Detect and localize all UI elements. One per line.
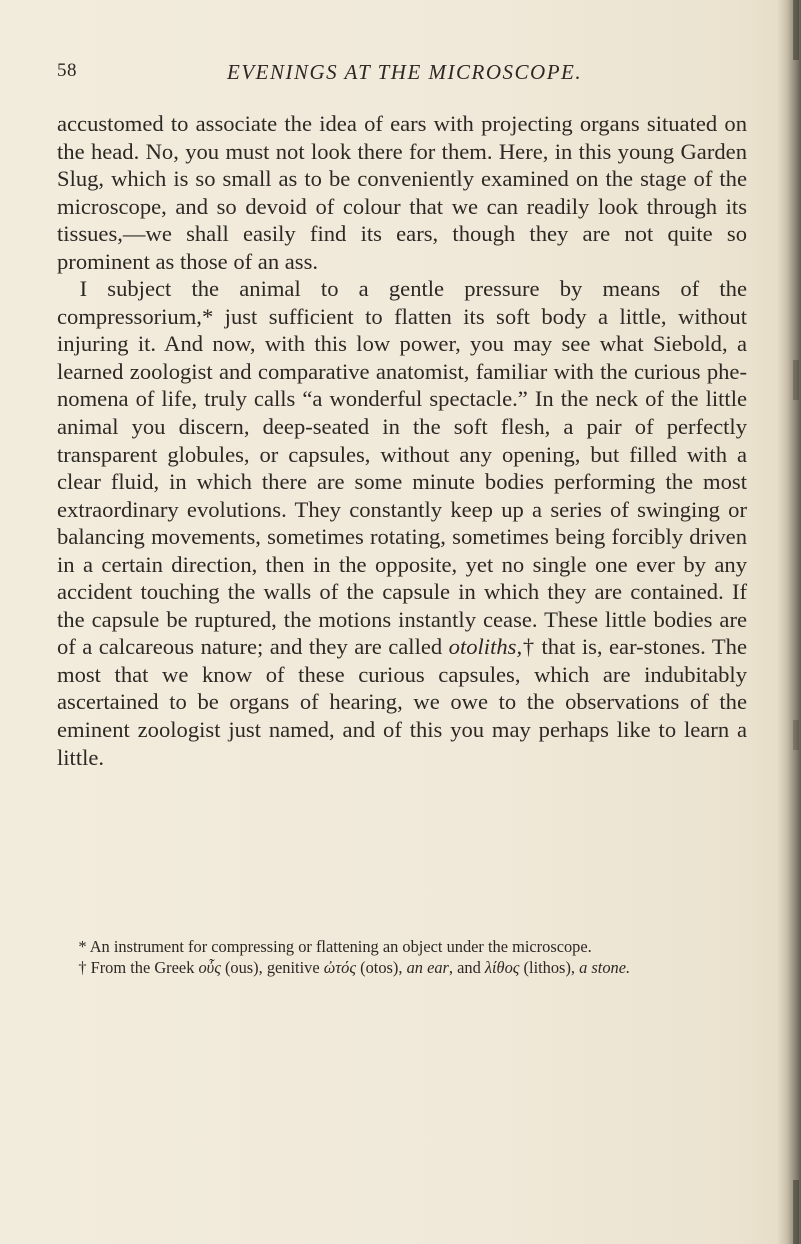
paragraph-1: accustomed to associate the idea of ears with projecting organs situated on the head. No, you must not look there for them. Here, in this young Garden Slug, which is so small as to be conveniently examined on the stage of the microscope, and so devoid of colour that we can readily look through its tissues,—we shall easily find its ears, though they are not quite so prominent as those of an ass.: [57, 111, 747, 274]
footnote-2-mid-2: (otos),: [356, 957, 407, 977]
footnote-1: * An instrument for compressing or flattening an object under the microscope.: [78, 937, 592, 956]
term-an-ear: an ear: [406, 957, 449, 977]
paragraph-2-text-a: I subject the animal to a gentle pressure by means of the compressorium,* just sufficient to flatten its soft body a little, without injuring it. And now, with this low power, you may see what Siebold, a learned zoologist and comparative anatomist, familiar with the curious phenomena of life, truly calls “a wonderful spectacle.” In the neck of the little animal you discern, deep-seated in the soft flesh, a pair of perfectly transparent globules, or capsules, without any opening, but filled with a clear fluid, in which there are some minute bodies performing the most extraordinary evolutions. They constantly keep up a series of swinging or balancing movements, sometimes rotating, sometimes being forcibly driven in a certain direction, then in the opposite, yet no single one ever by any accident touching the walls of the capsule in which they are contained. If the capsule be ruptured, the motions instantly cease. These little bodies are of a calcareous nature; and they are called: [57, 276, 747, 660]
footnote-dagger-mark: †: [522, 634, 536, 660]
term-a-stone: a stone.: [579, 957, 631, 977]
footnote-2: [57, 958, 747, 979]
page-number: 58: [57, 60, 77, 81]
edge-mark: [793, 720, 799, 750]
running-head: [57, 60, 747, 90]
edge-mark: [793, 1180, 799, 1244]
greek-lithos: λίθος: [484, 957, 520, 977]
footnote-2-mid-1: (ous), genitive: [220, 957, 324, 977]
body-text: [57, 110, 747, 771]
greek-otos: ὠτός: [323, 957, 357, 977]
footnotes: [57, 937, 747, 978]
edge-mark: [793, 360, 799, 400]
footnote-2-prefix: † From the Greek: [78, 957, 199, 977]
paragraph-2-text-b: that is, ear-stones. The most that we know of these curious capsules, which are indubitably ascertained to be organs of hearing, we owe to the observations of the eminent zoologist just named, and of this you may perhaps like to learn a little.: [57, 634, 747, 770]
page-edge-shadow: [777, 0, 801, 1244]
footnote-2-mid-3: , and: [448, 957, 485, 977]
greek-ous: οὖς: [198, 957, 221, 977]
paragraph-2: [57, 275, 747, 771]
edge-mark: [793, 0, 799, 60]
otoliths-term: otoliths,: [448, 634, 523, 660]
running-title: EVENINGS AT THE MICROSCOPE.: [227, 60, 583, 84]
footnote-2-mid-4: (lithos),: [519, 957, 580, 977]
